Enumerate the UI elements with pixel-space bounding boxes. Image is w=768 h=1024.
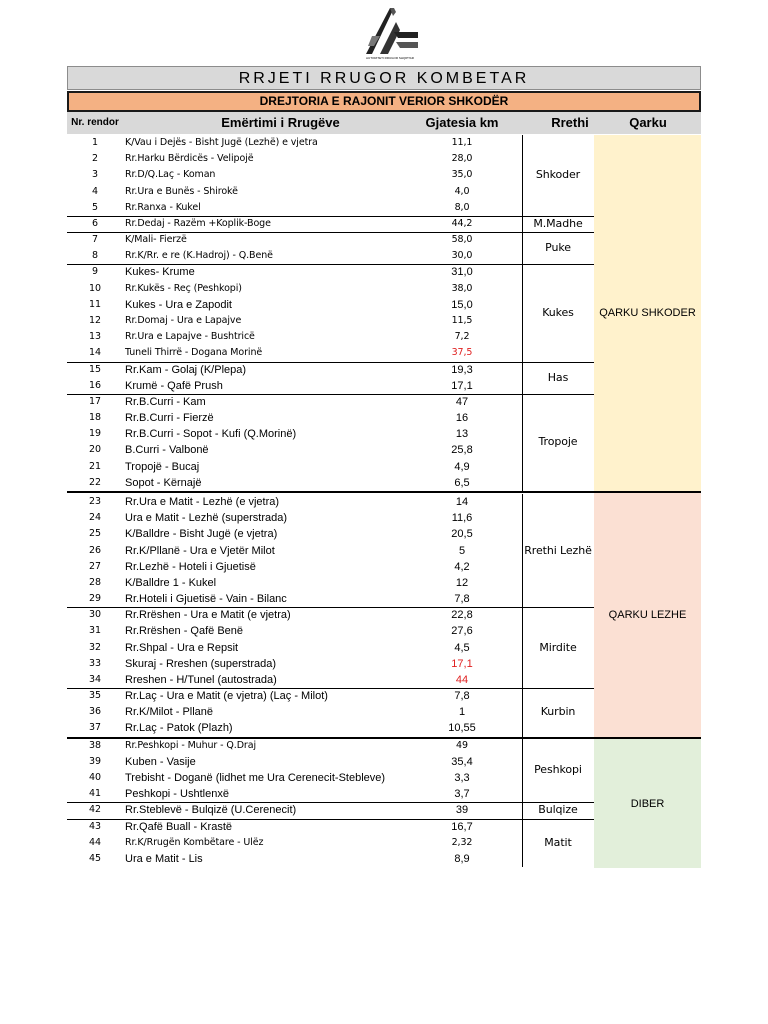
rrethi-label: M.Madhe — [533, 216, 583, 230]
rrethi-separator — [67, 264, 594, 265]
column-divider — [522, 216, 523, 232]
road-name: Kuben - Vasije — [125, 755, 196, 768]
road-name: Rr.Domaj - Ura e Lapajve — [125, 314, 242, 326]
row-number: 32 — [89, 641, 101, 653]
road-name: Rr.Kam - Golaj (K/Plepa) — [125, 363, 247, 376]
rrethi-separator — [67, 607, 594, 608]
road-length: 3,7 — [454, 788, 470, 801]
road-length: 44 — [455, 673, 469, 686]
table-header — [67, 112, 701, 134]
table-row — [67, 591, 594, 607]
road-length: 39 — [455, 804, 469, 817]
road-length: 14 — [455, 495, 469, 508]
road-length: 38,0 — [451, 282, 473, 294]
row-number: 19 — [89, 428, 101, 440]
table-row — [67, 720, 594, 736]
road-name: Rr.K/Pllanë - Ura e Vjetër Milot — [125, 544, 275, 557]
table-row — [67, 264, 594, 280]
road-name: B.Curri - Valbonë — [125, 444, 209, 457]
table-row — [67, 459, 594, 475]
road-length: 17,1 — [451, 657, 473, 670]
road-length: 25,8 — [451, 444, 473, 457]
column-divider — [522, 802, 523, 818]
road-name: Rr.Steblevë - Bulqizë (U.Cerenecit) — [125, 804, 297, 817]
table-row — [67, 738, 594, 754]
qarku-separator — [67, 737, 701, 739]
rrethi-label: Tropoje — [538, 435, 578, 449]
table-row — [67, 297, 594, 313]
road-name: Tropojë - Bucaj — [125, 460, 200, 473]
table-row — [67, 410, 594, 426]
table-row — [67, 623, 594, 639]
road-length: 35,4 — [451, 755, 473, 768]
table-row — [67, 232, 594, 248]
row-number: 21 — [89, 460, 101, 472]
row-number: 43 — [89, 820, 101, 832]
table-row — [67, 248, 594, 264]
row-number: 45 — [89, 852, 101, 864]
column-header-length: Gjatesia km — [425, 115, 499, 130]
row-number: 18 — [89, 412, 101, 424]
logo-mark-icon — [360, 6, 420, 56]
road-length: 49 — [456, 739, 468, 751]
road-length: 6,5 — [454, 476, 470, 489]
road-length: 11,6 — [451, 512, 473, 525]
table-row — [67, 672, 594, 688]
road-length: 7,8 — [454, 690, 470, 703]
road-name: Ura e Matit - Lezhë (superstrada) — [125, 512, 288, 525]
rrethi-label: Has — [547, 370, 569, 384]
road-length: 10,55 — [448, 722, 476, 735]
road-name: Ura e Matit - Lis — [125, 852, 203, 865]
row-number: 40 — [89, 772, 101, 784]
rrethi-separator — [67, 232, 594, 233]
table-row — [67, 559, 594, 575]
table-row — [67, 786, 594, 802]
table-row — [67, 494, 594, 510]
column-divider — [522, 607, 523, 688]
row-number: 39 — [89, 755, 101, 767]
qarku-label: DIBER — [630, 797, 665, 810]
road-length: 19,3 — [451, 363, 473, 376]
table-row — [67, 802, 594, 818]
column-divider — [522, 135, 523, 216]
road-name: K/Balldre 1 - Kukel — [125, 576, 217, 589]
table-row — [67, 281, 594, 297]
road-length: 4,5 — [454, 641, 470, 654]
row-number: 16 — [89, 379, 101, 391]
row-number: 30 — [89, 609, 101, 621]
qarku-separator — [67, 491, 701, 493]
road-length: 58,0 — [451, 234, 473, 246]
road-length: 4,9 — [454, 460, 470, 473]
table-row — [67, 362, 594, 378]
table-row — [67, 688, 594, 704]
qarku-shkoder — [594, 135, 701, 491]
road-name: Rr.Lezhë - Hoteli i Gjuetisë — [125, 560, 256, 573]
row-number: 1 — [92, 137, 98, 148]
road-length: 20,5 — [451, 528, 473, 541]
row-number: 34 — [89, 673, 101, 685]
table-row — [67, 345, 594, 361]
road-name: Rr.D/Q.Laç - Koman — [125, 169, 216, 181]
row-number: 11 — [89, 298, 101, 310]
road-length: 4,0 — [454, 185, 470, 197]
rrethi-label: Puke — [545, 241, 571, 255]
table-row — [67, 543, 594, 559]
row-number: 35 — [89, 690, 101, 702]
row-number: 33 — [89, 657, 101, 669]
rrethi-separator — [67, 362, 594, 363]
road-length: 22,8 — [451, 609, 473, 622]
table-row — [67, 184, 594, 200]
row-number: 31 — [89, 625, 101, 637]
column-divider — [522, 688, 523, 737]
rrethi-label: Bulqize — [538, 803, 578, 817]
row-number: 9 — [92, 266, 98, 278]
row-number: 10 — [89, 282, 101, 294]
rrethi-separator — [67, 802, 594, 803]
road-name: Rr.Shpal - Ura e Repsit — [125, 641, 239, 654]
rrethi-label: Mirdite — [539, 640, 577, 654]
rrethi-separator — [67, 216, 594, 217]
column-divider — [522, 232, 523, 264]
table-row — [67, 329, 594, 345]
table-row — [67, 313, 594, 329]
logo-caption: AUTORITETI RRUGOR SHQIPTAR — [366, 56, 414, 60]
road-name: Peshkopi - Ushtlenxë — [125, 788, 229, 801]
row-number: 22 — [89, 476, 101, 488]
page-subtitle: DREJTORIA E RAJONIT VERIOR SHKODËR — [67, 91, 701, 112]
road-name: Skuraj - Rreshen (superstrada) — [125, 657, 277, 670]
table-row — [67, 704, 594, 720]
row-number: 36 — [89, 706, 101, 718]
table-row — [67, 819, 594, 835]
row-number: 14 — [89, 347, 101, 359]
road-name: Rr.Ura e Lapajve - Bushtricë — [125, 331, 255, 343]
road-name: Rr.Laç - Ura e Matit (e vjetra) (Laç - Milot) — [125, 690, 328, 703]
table-row — [67, 151, 594, 167]
road-length: 8,0 — [454, 201, 470, 213]
row-number: 29 — [89, 593, 101, 605]
road-name: Rr.Hoteli i Gjuetisë - Vain - Bilanc — [125, 593, 287, 606]
road-name: Rr.Ura e Matit - Lezhë (e vjetra) — [125, 495, 280, 508]
table-row — [67, 607, 594, 623]
column-header-name: Emërtimi i Rrugëve — [221, 115, 340, 130]
road-length: 35,0 — [451, 169, 473, 181]
qarku-label: QARKU LEZHE — [608, 609, 687, 621]
road-name: Rr.Kukës - Reç (Peshkopi) — [125, 282, 242, 294]
road-name: Rreshen - H/Tunel (autostrada) — [125, 673, 277, 686]
road-name: Krumë - Qafë Prush — [125, 379, 223, 392]
rrethi-label: Kurbin — [540, 705, 576, 719]
road-length: 13 — [455, 428, 469, 441]
road-name: Rr.Ura e Bunës - Shirokë — [125, 185, 238, 197]
table-row — [67, 851, 594, 867]
road-length: 7,2 — [454, 331, 470, 343]
road-name: Rr.Laç - Patok (Plazh) — [125, 722, 233, 735]
road-length: 5 — [458, 544, 466, 557]
road-length: 16 — [455, 412, 469, 425]
road-length: 31,0 — [451, 266, 473, 279]
road-length: 11,1 — [451, 137, 473, 148]
table-row — [67, 754, 594, 770]
road-length: 1 — [458, 706, 466, 719]
rrethi-separator — [67, 688, 594, 689]
row-number: 24 — [89, 512, 101, 524]
road-name: Rr.K/Milot - Pllanë — [125, 706, 214, 719]
rrethi-separator — [67, 819, 594, 820]
road-length: 3,3 — [454, 772, 470, 785]
road-length: 16,7 — [451, 820, 473, 833]
row-number: 20 — [89, 444, 101, 456]
road-name: Rr.Harku Bërdicës - Velipojë — [125, 153, 254, 165]
rrethi-separator — [67, 394, 594, 395]
road-length: 28,0 — [451, 153, 473, 165]
road-name: Rr.B.Curri - Fierzë — [125, 412, 214, 425]
column-divider — [522, 264, 523, 361]
table-row — [67, 394, 594, 410]
road-name: K/Balldre - Bisht Jugë (e vjetra) — [125, 528, 278, 541]
row-number: 6 — [92, 217, 98, 229]
road-length: 37,5 — [451, 347, 473, 359]
road-length: 7,8 — [454, 593, 470, 606]
row-number: 42 — [89, 804, 101, 816]
column-divider — [522, 362, 523, 394]
table-row — [67, 167, 594, 183]
table-row — [67, 426, 594, 442]
row-number: 26 — [89, 544, 101, 556]
table-row — [67, 475, 594, 491]
road-name: Rr.K/Rr. e re (K.Hadroj) - Q.Benë — [125, 250, 273, 262]
column-divider — [522, 494, 523, 607]
table-row — [67, 216, 594, 232]
row-number: 38 — [89, 739, 101, 751]
row-number: 13 — [89, 331, 101, 343]
road-name: Rr.Peshkopi - Muhur - Q.Draj — [125, 739, 256, 751]
road-length: 30,0 — [451, 250, 473, 262]
column-header-qarku: Qarku — [629, 115, 667, 130]
row-number: 15 — [89, 363, 101, 375]
road-name: Tuneli Thirrë - Dogana Morinë — [125, 347, 263, 359]
road-name: Rr.Dedaj - Razëm +Koplik-Boge — [125, 217, 271, 229]
table-row — [67, 378, 594, 394]
row-number: 5 — [92, 201, 98, 213]
road-name: Rr.B.Curri - Sopot - Kufi (Q.Morinë) — [125, 428, 297, 441]
row-number: 41 — [89, 788, 101, 800]
row-number: 4 — [92, 185, 98, 197]
rrethi-label: Rrethi Lezhë — [524, 543, 592, 557]
row-number: 28 — [89, 576, 101, 588]
rrethi-label: Peshkopi — [534, 763, 582, 777]
column-divider — [522, 738, 523, 803]
table-row — [67, 135, 594, 151]
road-name: Trebisht - Doganë (lidhet me Ura Cerenecit-Stebleve) — [125, 772, 386, 785]
row-number: 27 — [89, 560, 101, 572]
road-name: Rr.Ranxa - Kukel — [125, 201, 201, 213]
road-length: 47 — [455, 395, 469, 408]
table-row — [67, 200, 594, 216]
row-number: 17 — [89, 395, 101, 407]
road-length: 15,0 — [451, 298, 473, 311]
rrethi-label: Kukes — [542, 305, 574, 319]
road-name: Rr.K/Rrugën Kombëtare - Ulëz — [125, 836, 264, 848]
column-divider — [522, 394, 523, 491]
road-length: 4,2 — [454, 560, 470, 573]
road-length: 2,32 — [451, 836, 473, 848]
page-title: RRJETI RRUGOR KOMBETAR — [67, 66, 701, 90]
qarku-label: QARKU SHKODER — [599, 307, 696, 319]
road-name: K/Mali- Fierzë — [125, 234, 187, 246]
rrethi-label: Matit — [544, 835, 572, 849]
road-length: 17,1 — [451, 379, 473, 392]
row-number: 44 — [89, 836, 101, 848]
road-name: Rr.Rrëshen - Ura e Matit (e vjetra) — [125, 609, 291, 622]
road-length: 27,6 — [451, 625, 473, 638]
row-number: 2 — [92, 153, 98, 165]
table-row — [67, 835, 594, 851]
row-number: 3 — [92, 169, 98, 181]
qarku-lezhe — [594, 493, 701, 737]
table-row — [67, 575, 594, 591]
row-number: 37 — [89, 722, 101, 734]
row-number: 25 — [89, 528, 101, 540]
road-name: Rr.Rrëshen - Qafë Benë — [125, 625, 244, 638]
road-length: 44,2 — [451, 217, 473, 229]
row-number: 23 — [89, 495, 101, 507]
table-row — [67, 442, 594, 458]
table-row — [67, 640, 594, 656]
road-name: Sopot - Kërnajë — [125, 476, 202, 489]
column-divider — [522, 819, 523, 868]
road-length: 8,9 — [454, 852, 470, 865]
table-row — [67, 656, 594, 672]
row-number: 8 — [92, 250, 98, 262]
column-header-rrethi: Rrethi — [551, 115, 589, 130]
row-number: 7 — [92, 234, 98, 246]
road-name: Rr.Qafë Buall - Krastë — [125, 820, 232, 833]
row-number: 12 — [89, 314, 101, 326]
table-row — [67, 770, 594, 786]
road-length: 11,5 — [451, 314, 473, 326]
table-row — [67, 510, 594, 526]
road-name: Kukes - Ura e Zapodit — [125, 298, 232, 311]
column-header-nr: Nr. rendor — [71, 117, 119, 128]
rrethi-label: Shkoder — [535, 168, 581, 182]
road-name: Kukes- Krume — [125, 266, 195, 279]
qarku-diber — [594, 739, 701, 868]
table-row — [67, 526, 594, 542]
road-name: Rr.B.Curri - Kam — [125, 395, 206, 408]
road-name: K/Vau i Dejës - Bisht Jugë (Lezhë) e vjetra — [125, 137, 318, 148]
road-length: 12 — [455, 576, 469, 589]
